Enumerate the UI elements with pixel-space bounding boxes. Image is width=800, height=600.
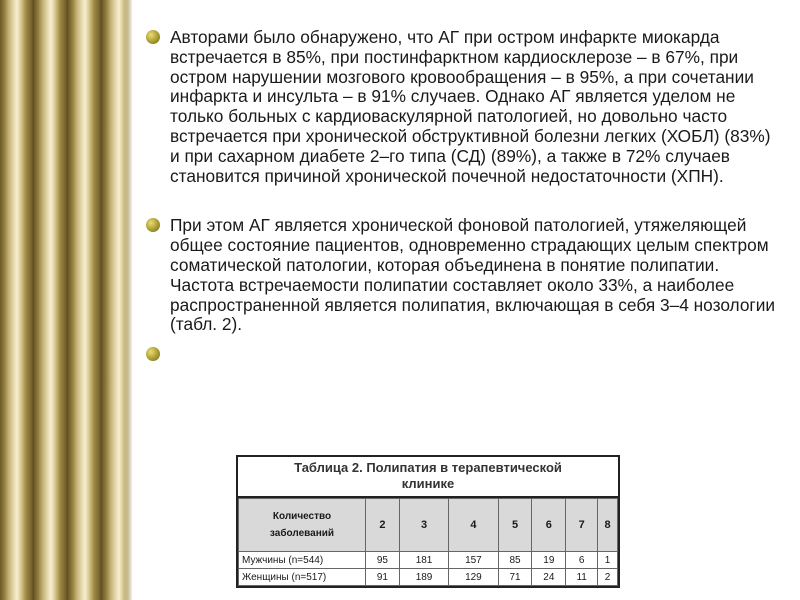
table-header-row — [239, 499, 618, 552]
table-cell: 1 — [598, 552, 618, 569]
bullet-paragraph-1 — [142, 28, 782, 186]
table-header-col: 4 — [449, 499, 498, 552]
bullet-icon — [146, 218, 160, 232]
table-title-line-1: Таблица 2. Полипатия в терапевтической — [294, 460, 562, 475]
table-cell: 24 — [532, 569, 566, 586]
table-cell: 6 — [566, 552, 598, 569]
table-header-col: 3 — [399, 499, 448, 552]
bullet-icon — [146, 347, 160, 361]
table-cell: 157 — [449, 552, 498, 569]
table-title-line-2: клинике — [401, 476, 455, 491]
row-label: Мужчины (n=544) — [239, 552, 366, 569]
table-cell: 91 — [366, 569, 400, 586]
bullet-paragraph-3 — [142, 345, 782, 365]
table-cell: 129 — [449, 569, 498, 586]
table-grid — [238, 498, 618, 586]
slide-content — [142, 28, 782, 365]
table-row-men — [239, 552, 618, 569]
table-cell: 95 — [366, 552, 400, 569]
header-line-1: Количество — [272, 511, 332, 522]
table-header-col: 6 — [532, 499, 566, 552]
table-header-col: 5 — [498, 499, 532, 552]
table-header-col: 2 — [366, 499, 400, 552]
polypathy-table — [236, 455, 620, 588]
table-header-diseases-count — [239, 499, 366, 552]
bullet-text: Авторами было обнаружено, что АГ при остром инфаркте миокарда встречается в 85%, при постинфарктном кардиосклерозе – в 67%, при остром нарушении мозгового кровообращения – в 95%, а при сочетании инфаркта и инсульта – в 91% случаев. Однако АГ является уделом не только больных с кардиоваскулярной патологией, но довольно часто встречается при хронической обструктивной болезни легких (ХОБЛ) (83%) и при сахарном диабете 2–го типа (СД) (89%), а также в 72% случаев становится причиной хронической почечной недостаточности (ХПН). — [170, 27, 771, 186]
decorative-gold-band — [0, 0, 132, 600]
bullet-icon — [146, 30, 160, 44]
table-cell: 189 — [399, 569, 448, 586]
table-cell: 2 — [598, 569, 618, 586]
table-cell: 85 — [498, 552, 532, 569]
header-line-2: заболеваний — [269, 528, 335, 539]
table-row-women — [239, 569, 618, 586]
table-header-col: 7 — [566, 499, 598, 552]
row-label: Женщины (n=517) — [239, 569, 366, 586]
table-cell: 71 — [498, 569, 532, 586]
bullet-text: При этом АГ является хронической фоновой патологией, утяжеляющей общее состояние пациентов, одновременно страдающих целым спектром соматической патологии, которая объединена в понятие полипатии. Частота встречаемости полипатии составляет около 33%, а наиболее распространенной является полипатия, включающая в себя 3–4 нозологии (табл. 2). — [170, 215, 776, 335]
bullet-paragraph-2 — [142, 216, 782, 335]
table-cell: 19 — [532, 552, 566, 569]
table-title — [238, 457, 618, 498]
table-header-col: 8 — [598, 499, 618, 552]
table-cell: 11 — [566, 569, 598, 586]
table-cell: 181 — [399, 552, 448, 569]
